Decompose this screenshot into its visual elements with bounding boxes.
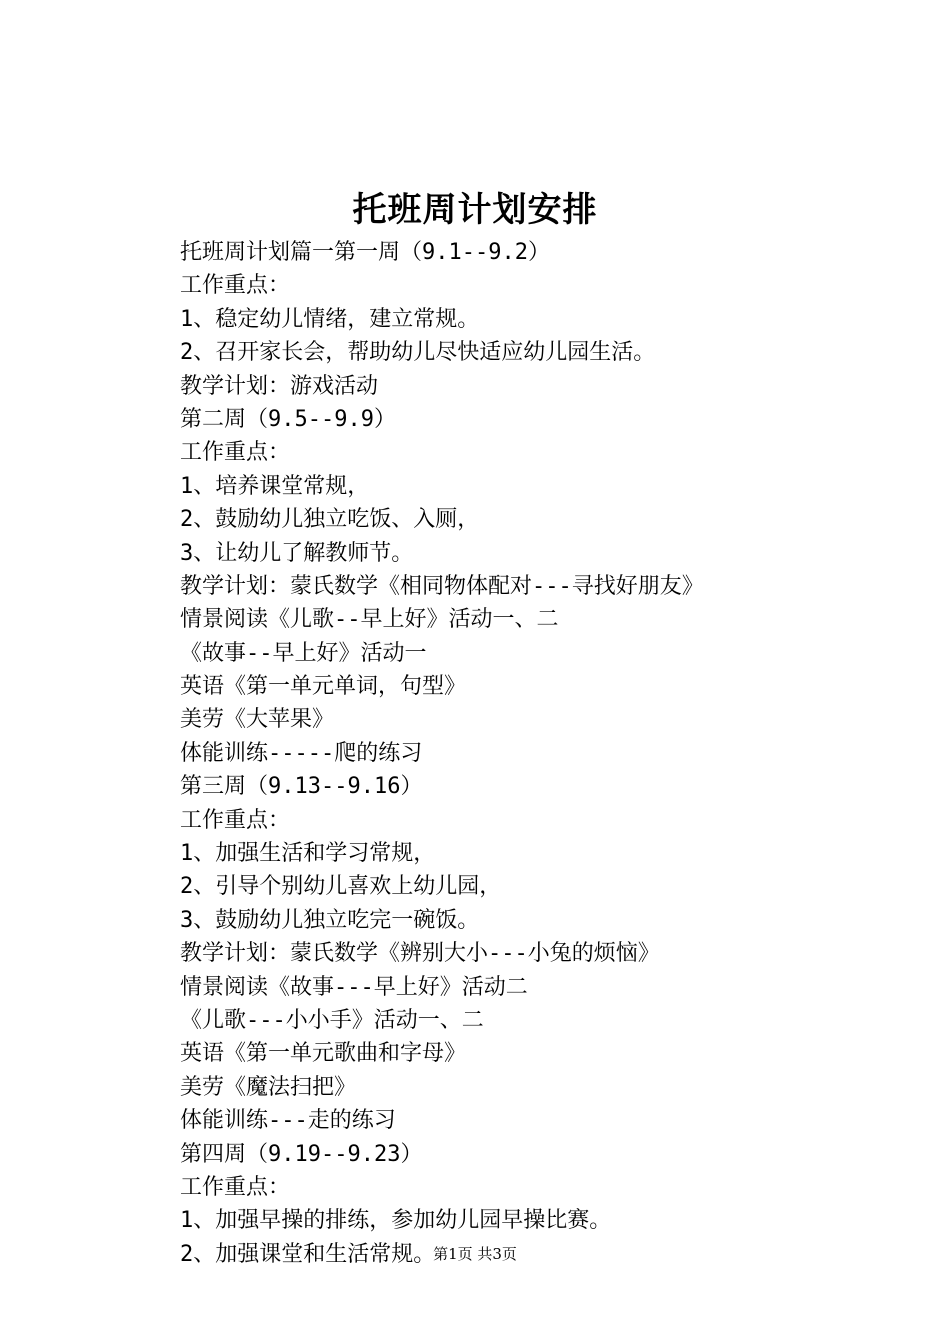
body-line: 第三周（9.13--9.16） — [180, 774, 423, 800]
body-line: 1、培养课堂常规， — [180, 473, 370, 499]
body-line: 工作重点： — [180, 273, 291, 299]
body-line: 2、引导个别幼儿喜欢上幼儿园， — [180, 874, 502, 900]
body-line: 情景阅读《儿歌--早上好》活动一、二 — [180, 607, 559, 633]
body-line: 美劳《大苹果》 — [180, 707, 335, 733]
body-line: 美劳《魔法扫把》 — [180, 1074, 357, 1100]
page-footer: 第1页 共3页 — [433, 1245, 517, 1263]
body-line: 教学计划：蒙氏数学《辨别大小---小兔的烦恼》 — [180, 941, 660, 967]
body-line: 英语《第一单元单词，句型》 — [180, 674, 467, 700]
document-title: 托班周计划安排 — [352, 190, 598, 230]
body-line: 工作重点： — [180, 807, 291, 833]
body-line: 工作重点： — [180, 1174, 291, 1200]
body-line: 教学计划：游戏活动 — [180, 373, 379, 399]
body-line: 2、加强课堂和生活常规。 — [180, 1241, 436, 1267]
body-line: 1、稳定幼儿情绪，建立常规。 — [180, 306, 480, 332]
body-line: 《故事--早上好》活动一 — [180, 640, 427, 666]
body-line: 工作重点： — [180, 440, 291, 466]
body-line: 体能训练-----爬的练习 — [180, 740, 423, 766]
body-line: 1、加强早操的排练，参加幼儿园早操比赛。 — [180, 1208, 612, 1234]
body-line: 第四周（9.19--9.23） — [180, 1141, 423, 1167]
body-line: 情景阅读《故事---早上好》活动二 — [180, 974, 528, 1000]
body-line: 2、鼓励幼儿独立吃饭、入厕， — [180, 507, 480, 533]
body-line: 教学计划：蒙氏数学《相同物体配对---寻找好朋友》 — [180, 573, 704, 599]
body-line: 《儿歌---小小手》活动一、二 — [180, 1007, 484, 1033]
document-body — [180, 236, 880, 1271]
body-line: 托班周计划篇一第一周（9.1--9.2） — [180, 240, 550, 265]
body-line: 2、召开家长会，帮助幼儿尽快适应幼儿园生活。 — [180, 340, 656, 366]
body-line: 英语《第一单元歌曲和字母》 — [180, 1041, 467, 1067]
body-line: 3、鼓励幼儿独立吃完一碗饭。 — [180, 907, 480, 933]
body-line: 体能训练---走的练习 — [180, 1108, 396, 1134]
body-line: 3、让幼儿了解教师节。 — [180, 540, 414, 566]
body-line: 第二周（9.5--9.9） — [180, 406, 396, 432]
body-line: 1、加强生活和学习常规， — [180, 841, 436, 867]
